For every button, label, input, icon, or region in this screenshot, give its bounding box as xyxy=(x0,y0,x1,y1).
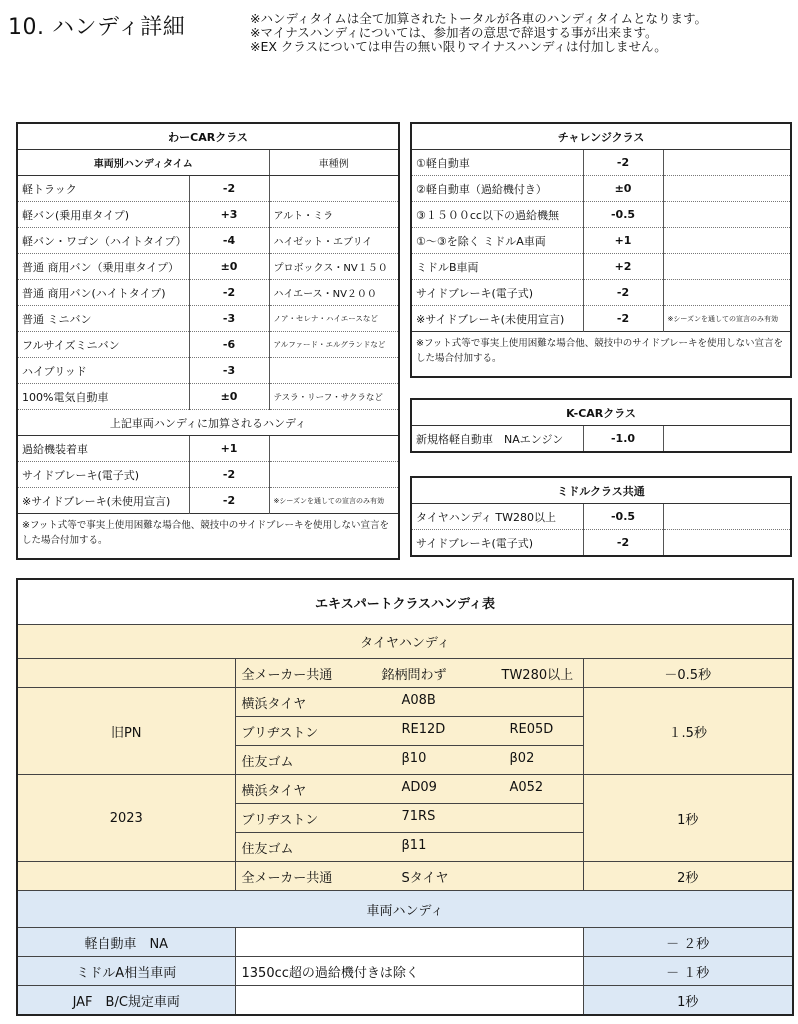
table-row: 住友ゴム β11 xyxy=(17,833,793,862)
table-row: ブリヂストン 71RS xyxy=(17,804,793,833)
table-row: ブリヂストン RE12D RE05D xyxy=(17,717,793,746)
kcar-table xyxy=(410,398,792,453)
middle-title: ミドルクラス共通 xyxy=(411,477,791,504)
table-row: ミドルA相当車両 1350cc超の過給機付きは除く － １秒 xyxy=(17,957,793,986)
wa-car-note: ※フット式等で事実上使用困難な場合他、競技中のサイドブレーキを使用しない宣言をした場合付加する。 xyxy=(17,514,399,560)
table-row: 全メーカー共通 Sタイヤ 2秒 xyxy=(17,862,793,891)
table-row: ②軽自動車（過給機付き） ±0 xyxy=(411,176,791,202)
table-row: 100%電気自動車 ±0 テスラ・リーフ・サクラなど xyxy=(17,384,399,410)
table-row: ③１５００cc以下の過給機無 -0.5 xyxy=(411,202,791,228)
table-row: サイドブレーキ(電子式) -2 xyxy=(411,530,791,557)
table-row: 普通 商用バン(ハイトタイプ) -2 ハイエース・NV２００ xyxy=(17,280,399,306)
expert-table xyxy=(16,578,794,1016)
table-row: ①～③を除く ミドルA車両 +1 xyxy=(411,228,791,254)
table-row: 住友ゴム β10 β02 xyxy=(17,746,793,775)
middle-table xyxy=(410,476,792,557)
wa-car-title: わーCARクラス xyxy=(17,123,399,150)
table-row: サイドブレーキ(電子式) -2 xyxy=(411,280,791,306)
note-line: ※ハンディタイムは全て加算されたトータルが各車のハンディタイムとなります。 xyxy=(250,11,707,26)
wa-car-add-title: 上記車両ハンディに加算されるハンディ xyxy=(17,410,399,436)
table-row: 新規格軽自動車 NAエンジン -1.0 xyxy=(411,426,791,453)
table-row: ハイブリッド -3 xyxy=(17,358,399,384)
y2023-value: 1秒 xyxy=(583,775,793,862)
note-line: ※マイナスハンディについては、参加者の意思で辞退する事が出来ます。 xyxy=(250,25,658,40)
challenge-title: チャレンジクラス xyxy=(411,123,791,150)
table-row: ※サイドブレーキ(未使用宣言) -2 ※シーズンを通しての宣言のみ有効 xyxy=(17,488,399,514)
page-title: 10. ハンディ詳細 xyxy=(8,15,186,40)
kcar-title: K-CARクラス xyxy=(411,399,791,426)
tire-section-title: タイヤハンディ xyxy=(17,625,793,659)
table-row: サイドブレーキ(電子式) -2 xyxy=(17,462,399,488)
table-row: 全メーカー共通 銘柄問わず TW280以上 －0.5秒 xyxy=(17,659,793,688)
table-row: タイヤハンディ TW280以上 -0.5 xyxy=(411,504,791,530)
table-row: ①軽自動車 -2 xyxy=(411,150,791,176)
vehicle-section-title: 車両ハンディ xyxy=(17,891,793,928)
table-row: 軽トラック -2 xyxy=(17,176,399,202)
table-row: 過給機装着車 +1 xyxy=(17,436,399,462)
table-row: 軽自動車 NA － ２秒 xyxy=(17,928,793,957)
table-row: 軽バン・ワゴン（ハイトタイプ） -4 ハイゼット・エブリイ xyxy=(17,228,399,254)
header-notes xyxy=(250,12,707,54)
table-row: 軽バン(乗用車タイプ) +3 アルト・ミラ xyxy=(17,202,399,228)
old-pn-label: 旧PN xyxy=(17,688,235,775)
expert-title: エキスパートクラスハンディ表 xyxy=(17,579,793,625)
table-row: ※サイドブレーキ(未使用宣言) -2 ※シーズンを通しての宣言のみ有効 xyxy=(411,306,791,332)
challenge-table xyxy=(410,122,792,378)
old-pn-value: １.5秒 xyxy=(583,688,793,775)
table-row: 旧PN 横浜タイヤ A08B １.5秒 xyxy=(17,688,793,717)
table-row: 普通 商用バン（乗用車タイプ） ±0 プロボックス・NV１５０ xyxy=(17,254,399,280)
wa-car-col-left: 車両別ハンディタイム xyxy=(17,150,269,176)
wa-car-table xyxy=(16,122,400,560)
note-line: ※EX クラスについては申告の無い限りマイナスハンディは付加しません。 xyxy=(250,39,667,54)
table-row: ミドルB車両 +2 xyxy=(411,254,791,280)
table-row: 普通 ミニバン -3 ノア・セレナ・ハイエースなど xyxy=(17,306,399,332)
challenge-note: ※フット式等で事実上使用困難な場合他、競技中のサイドブレーキを使用しない宣言をした場合付加する。 xyxy=(411,332,791,378)
table-row: JAF B/C規定車両 1秒 xyxy=(17,986,793,1016)
table-row: フルサイズミニバン -6 アルファード・エルグランドなど xyxy=(17,332,399,358)
wa-car-col-right: 車種例 xyxy=(269,150,399,176)
y2023-label: 2023 xyxy=(17,775,235,862)
table-row: 2023 横浜タイヤ AD09 A052 1秒 xyxy=(17,775,793,804)
